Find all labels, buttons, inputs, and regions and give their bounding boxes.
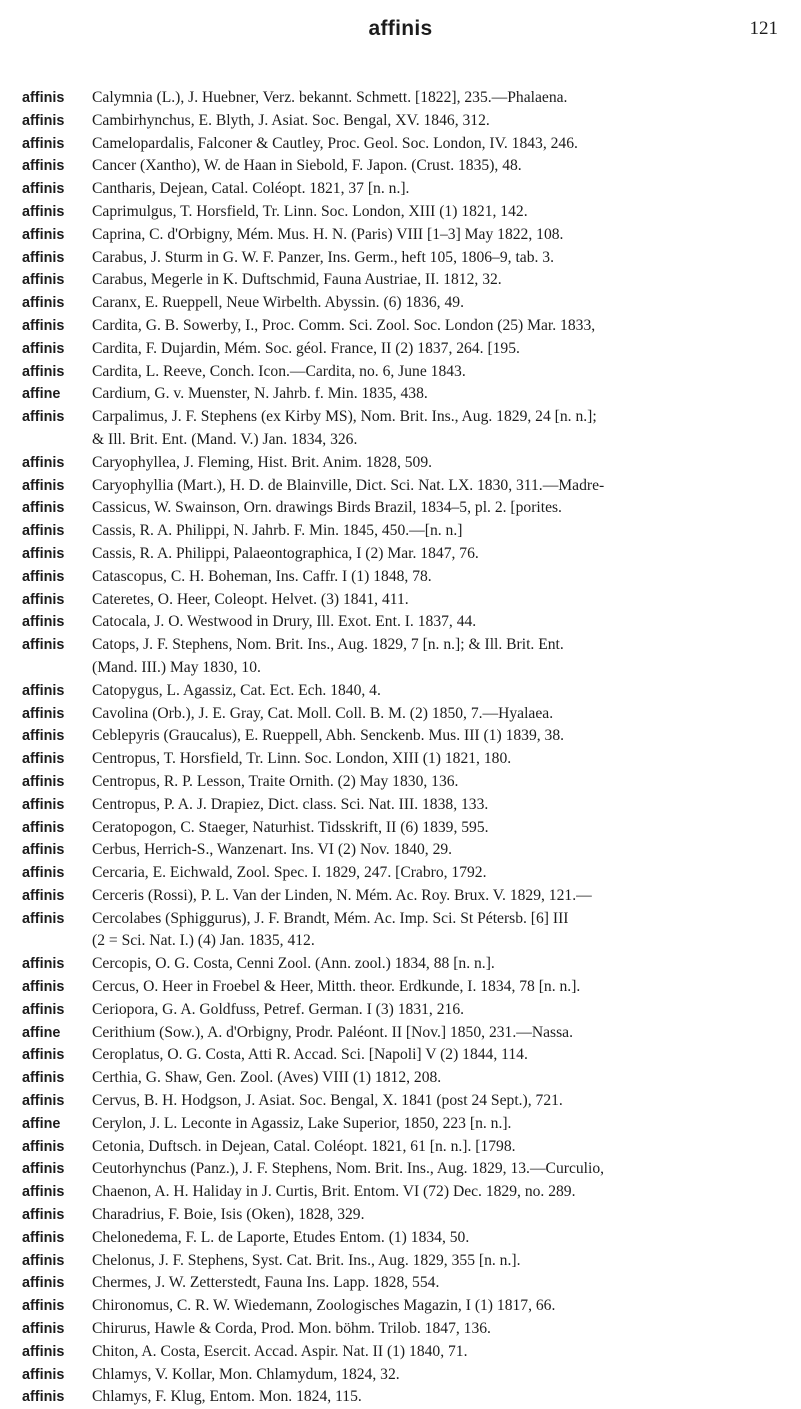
entry-citation: Chirurus, Hawle & Corda, Prod. Mon. böhm. Trilob. 1847, 136.: [92, 1320, 491, 1338]
index-entry: [22, 224, 790, 247]
index-entry: [22, 703, 790, 726]
index-entry: [22, 1364, 790, 1387]
entry-term: affinis: [22, 956, 65, 973]
entry-term: affinis: [22, 477, 65, 494]
entry-term: affinis: [22, 614, 65, 631]
entry-term: affinis: [22, 1001, 65, 1018]
entry-term: affinis: [22, 796, 65, 813]
entry-term: affinis: [22, 1275, 65, 1292]
entry-term: affinis: [22, 545, 65, 562]
index-entry: [22, 725, 790, 748]
index-entry: [22, 976, 790, 999]
entry-term: affine: [22, 1115, 61, 1132]
entry-term: affinis: [22, 842, 65, 859]
entry-citation: Cervus, B. H. Hodgson, J. Asiat. Soc. Bengal, X. 1841 (post 24 Sept.), 721.: [92, 1092, 563, 1110]
index-entry: [22, 1044, 790, 1067]
entry-term: affinis: [22, 135, 65, 152]
index-entry: [22, 1386, 790, 1409]
entry-citation: Cassis, R. A. Philippi, N. Jahrb. F. Min. 1845, 450.—[n. n.]: [92, 522, 463, 540]
entry-term: affinis: [22, 1321, 65, 1338]
entry-term: affinis: [22, 203, 65, 220]
entry-term: affinis: [22, 523, 65, 540]
entry-citation: Chiton, A. Costa, Esercit. Accad. Aspir. Nat. II (1) 1840, 71.: [92, 1342, 468, 1360]
entry-term: affinis: [22, 865, 65, 882]
entry-citation: Cercolabes (Sphiggurus), J. F. Brandt, Mém. Ac. Imp. Sci. St Pétersb. [6] III (2 = Sci. Nat. I.) (4) Jan. 1835, 412.: [92, 909, 569, 950]
entry-term: affinis: [22, 1298, 65, 1315]
entry-citation: Cardium, G. v. Muenster, N. Jahrb. f. Min. 1835, 438.: [92, 385, 428, 403]
entry-term: affinis: [22, 363, 65, 380]
entry-citation: Caryophyllea, J. Fleming, Hist. Brit. Anim. 1828, 509.: [92, 453, 433, 471]
entry-term: affinis: [22, 249, 65, 266]
entry-citation: Cardita, F. Dujardin, Mém. Soc. géol. France, II (2) 1837, 264. [195.: [92, 339, 520, 357]
entry-citation: Carabus, J. Sturm in G. W. F. Panzer, Ins. Germ., heft 105, 1806–9, tab. 3.: [92, 248, 554, 266]
entry-citation: Cercopis, O. G. Costa, Cenni Zool. (Ann. zool.) 1834, 88 [n. n.].: [92, 955, 495, 973]
entry-term: affinis: [22, 409, 65, 426]
entry-term: affinis: [22, 591, 65, 608]
entry-term: affinis: [22, 272, 65, 289]
entry-citation: Catocala, J. O. Westwood in Drury, Ill. Exot. Ent. I. 1837, 44.: [92, 613, 477, 631]
index-entry: [22, 269, 790, 292]
entry-citation: Ceblepyris (Graucalus), E. Rueppell, Abh. Senckenb. Mus. III (1) 1839, 38.: [92, 727, 565, 745]
index-entry: [22, 292, 790, 315]
entry-term: affinis: [22, 1343, 65, 1360]
entry-citation: Caprina, C. d'Orbigny, Mém. Mus. H. N. (Paris) VIII [1–3] May 1822, 108.: [92, 225, 564, 243]
index-entry: [22, 1067, 790, 1090]
entry-citation: Calymnia (L.), J. Huebner, Verz. bekannt. Schmett. [1822], 235.—Phalaena.: [92, 89, 568, 106]
entry-term: affinis: [22, 1207, 65, 1224]
index-entry: [22, 87, 790, 110]
entry-citation: Catopygus, L. Agassiz, Cat. Ect. Ech. 1840, 4.: [92, 681, 381, 699]
page-number: 121: [749, 18, 778, 39]
index-entry: [22, 611, 790, 634]
index-entry: [22, 315, 790, 338]
index-entry: [22, 383, 790, 406]
entry-citation: Cerylon, J. L. Leconte in Agassiz, Lake Superior, 1850, 223 [n. n.].: [92, 1114, 512, 1132]
entry-term: affinis: [22, 751, 65, 768]
entry-citation: Cardita, L. Reeve, Conch. Icon.—Cardita, no. 6, June 1843.: [92, 362, 466, 380]
entry-term: affinis: [22, 90, 65, 106]
entry-citation: Cercus, O. Heer in Froebel & Heer, Mitth. theor. Erdkunde, I. 1834, 78 [n. n.].: [92, 978, 581, 996]
index-entry: [22, 1158, 790, 1181]
index-entry: [22, 1341, 790, 1364]
entry-term: affinis: [22, 340, 65, 357]
index-entry: [22, 953, 790, 976]
index-entry: [22, 908, 790, 954]
entry-citation: Centropus, R. P. Lesson, Traite Ornith. (2) May 1830, 136.: [92, 772, 459, 790]
entry-citation: Ceroplatus, O. G. Costa, Atti R. Accad. Sci. [Napoli] V (2) 1844, 114.: [92, 1046, 528, 1064]
entry-citation: Cancer (Xantho), W. de Haan in Siebold, F. Japon. (Crust. 1835), 48.: [92, 157, 522, 175]
entry-term: affinis: [22, 158, 65, 175]
index-entry: [22, 178, 790, 201]
index-entry: [22, 1181, 790, 1204]
entry-term: affinis: [22, 1229, 65, 1246]
entry-citation: Cerceris (Rossi), P. L. Van der Linden, N. Mém. Ac. Roy. Brux. V. 1829, 121.—: [92, 886, 592, 904]
entry-term: affinis: [22, 1161, 65, 1178]
index-entry: [22, 566, 790, 589]
index-entry: [22, 133, 790, 156]
entry-citation: Chelonus, J. F. Stephens, Syst. Cat. Brit. Ins., Aug. 1829, 355 [n. n.].: [92, 1251, 521, 1269]
entry-citation: Cercaria, E. Eichwald, Zool. Spec. I. 1829, 247. [Crabro, 1792.: [92, 864, 487, 882]
entry-term: affinis: [22, 1138, 65, 1155]
entry-citation: Carpalimus, J. F. Stephens (ex Kirby MS), Nom. Brit. Ins., Aug. 1829, 24 [n. n.]; & Ill. Brit. Ent. (Mand. V.) Jan. 1834, 326.: [92, 408, 597, 448]
entry-term: affine: [22, 1024, 61, 1041]
entry-citation: Ceutorhynchus (Panz.), J. F. Stephens, Nom. Brit. Ins., Aug. 1829, 13.—Curculio,: [92, 1160, 605, 1178]
index-entry: [22, 1295, 790, 1318]
entry-citation: Chironomus, C. R. W. Wiedemann, Zoologisches Magazin, I (1) 1817, 66.: [92, 1297, 556, 1315]
entry-term: affinis: [22, 1047, 65, 1064]
index-entry: [22, 680, 790, 703]
entry-citation: Catascopus, C. H. Boheman, Ins. Caffr. I (1) 1848, 78.: [92, 567, 432, 585]
entry-citation: Cavolina (Orb.), J. E. Gray, Cat. Moll. Coll. B. M. (2) 1850, 7.—Hyalaea.: [92, 704, 554, 722]
index-entry: [22, 1250, 790, 1273]
entry-citation: Cetonia, Duftsch. in Dejean, Catal. Coléopt. 1821, 61 [n. n.]. [1798.: [92, 1137, 516, 1155]
index-entry: [22, 1136, 790, 1159]
entry-citation: Camelopardalis, Falconer & Cautley, Proc. Geol. Soc. London, IV. 1843, 246.: [92, 134, 578, 152]
entry-citation: Centropus, P. A. J. Drapiez, Dict. class. Sci. Nat. III. 1838, 133.: [92, 795, 489, 813]
entry-term: affinis: [22, 637, 65, 654]
entry-term: affinis: [22, 979, 65, 996]
index-entry: [22, 1318, 790, 1341]
entry-citation: Caprimulgus, T. Horsfield, Tr. Linn. Soc. London, XIII (1) 1821, 142.: [92, 202, 528, 220]
entry-term: affinis: [22, 295, 65, 312]
entry-citation: Cardita, G. B. Sowerby, I., Proc. Comm. Sci. Zool. Soc. London (25) Mar. 1833,: [92, 316, 596, 334]
index-entry: [22, 497, 790, 520]
entry-term: affinis: [22, 454, 65, 471]
entry-term: affinis: [22, 1093, 65, 1110]
entry-term: affinis: [22, 728, 65, 745]
entry-citation: Centropus, T. Horsfield, Tr. Linn. Soc. London, XIII (1) 1821, 180.: [92, 750, 512, 768]
entry-citation: Ceratopogon, C. Staeger, Naturhist. Tidsskrift, II (6) 1839, 595.: [92, 818, 489, 836]
entry-citation: Charadrius, F. Boie, Isis (Oken), 1828, 329.: [92, 1206, 365, 1224]
index-entry: [22, 155, 790, 178]
index-entry: [22, 817, 790, 840]
entry-term: affinis: [22, 1184, 65, 1201]
index-entry: [22, 110, 790, 133]
entry-citation: Chlamys, V. Kollar, Mon. Chlamydum, 1824, 32.: [92, 1365, 400, 1383]
entry-term: affinis: [22, 226, 65, 243]
entry-citation: Cassicus, W. Swainson, Orn. drawings Birds Brazil, 1834–5, pl. 2. [porites.: [92, 499, 562, 517]
entry-term: affine: [22, 386, 61, 403]
entry-term: affinis: [22, 773, 65, 790]
index-entry: [22, 1113, 790, 1136]
index-entry: [22, 885, 790, 908]
entry-citation: Chlamys, F. Klug, Entom. Mon. 1824, 115.: [92, 1388, 362, 1406]
entry-term: affinis: [22, 112, 65, 129]
index-entry: [22, 520, 790, 543]
entry-term: affinis: [22, 317, 65, 334]
entry-citation: Caranx, E. Rueppell, Neue Wirbelth. Abyssin. (6) 1836, 49.: [92, 294, 464, 312]
index-entries: [22, 87, 790, 1409]
index-entry: [22, 634, 790, 680]
entry-term: affinis: [22, 500, 65, 517]
entry-citation: Certhia, G. Shaw, Gen. Zool. (Aves) VIII (1) 1812, 208.: [92, 1069, 442, 1087]
index-entry: [22, 862, 790, 885]
entry-term: affinis: [22, 819, 65, 836]
entry-term: affinis: [22, 1366, 65, 1383]
index-entry: [22, 839, 790, 862]
index-entry: [22, 1022, 790, 1045]
entry-term: affinis: [22, 705, 65, 722]
entry-citation: Cateretes, O. Heer, Coleopt. Helvet. (3) 1841, 411.: [92, 590, 409, 608]
entry-citation: Cambirhynchus, E. Blyth, J. Asiat. Soc. Bengal, XV. 1846, 312.: [92, 111, 490, 129]
index-entry: [22, 201, 790, 224]
index-entry: [22, 475, 790, 498]
entry-citation: Chelonedema, F. L. de Laporte, Etudes Entom. (1) 1834, 50.: [92, 1228, 470, 1246]
index-entry: [22, 748, 790, 771]
entry-citation: Ceriopora, G. A. Goldfuss, Petref. German. I (3) 1831, 216.: [92, 1000, 465, 1018]
index-entry: [22, 1272, 790, 1295]
index-entry: [22, 771, 790, 794]
entry-citation: Cantharis, Dejean, Catal. Coléopt. 1821, 37 [n. n.].: [92, 180, 410, 198]
index-entry: [22, 1204, 790, 1227]
entry-term: affinis: [22, 910, 65, 927]
entry-citation: Cerbus, Herrich-S., Wanzenart. Ins. VI (2) Nov. 1840, 29.: [92, 841, 453, 859]
index-entry: [22, 452, 790, 475]
index-entry: [22, 338, 790, 361]
index-entry: [22, 247, 790, 270]
index-entry: [22, 794, 790, 817]
entry-citation: Caryophyllia (Mart.), H. D. de Blainville, Dict. Sci. Nat. LX. 1830, 311.—Madre-: [92, 476, 605, 494]
index-entry: [22, 1090, 790, 1113]
index-entry: [22, 1227, 790, 1250]
entry-citation: Chermes, J. W. Zetterstedt, Fauna Ins. Lapp. 1828, 554.: [92, 1274, 440, 1292]
entry-term: affinis: [22, 1070, 65, 1087]
index-entry: [22, 361, 790, 384]
index-entry: [22, 589, 790, 612]
index-entry: [22, 543, 790, 566]
index-entry: [22, 406, 790, 452]
entry-term: affinis: [22, 1389, 65, 1406]
entry-citation: Catops, J. F. Stephens, Nom. Brit. Ins., Aug. 1829, 7 [n. n.]; & Ill. Brit. Ent. (Mand. III.) May 1830, 10.: [92, 636, 564, 676]
entry-citation: Cerithium (Sow.), A. d'Orbigny, Prodr. Paléont. II [Nov.] 1850, 231.—Nassa.: [92, 1023, 573, 1041]
index-entry: [22, 999, 790, 1022]
entry-term: affinis: [22, 181, 65, 198]
page-header: [0, 0, 801, 60]
running-title: affinis: [368, 17, 433, 40]
entry-citation: Carabus, Megerle in K. Duftschmid, Fauna Austriae, II. 1812, 32.: [92, 271, 502, 289]
entry-term: affinis: [22, 887, 65, 904]
entry-term: affinis: [22, 682, 65, 699]
entry-citation: Cassis, R. A. Philippi, Palaeontographica, I (2) Mar. 1847, 76.: [92, 544, 479, 562]
entry-term: affinis: [22, 1252, 65, 1269]
entry-term: affinis: [22, 568, 65, 585]
entry-citation: Chaenon, A. H. Haliday in J. Curtis, Brit. Entom. VI (72) Dec. 1829, no. 289.: [92, 1183, 576, 1201]
